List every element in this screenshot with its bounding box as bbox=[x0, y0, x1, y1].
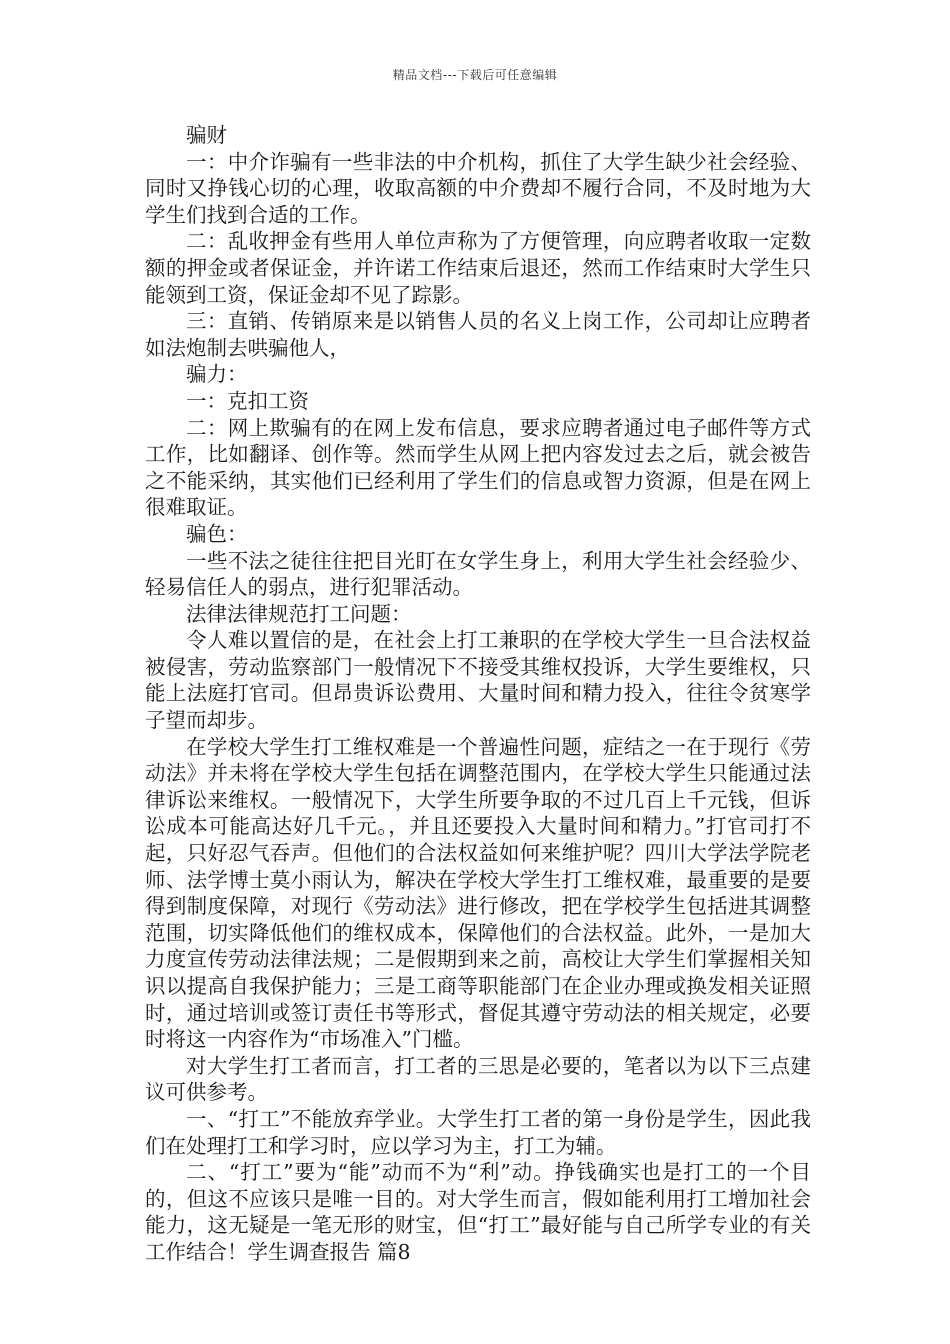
paragraph-heading-fraud-labor: 骗力： bbox=[186, 362, 248, 387]
paragraph-suggestion-ability: 二、“打工”要为“能”动而不为“利”动。挣钱确实也是打工的一个目的，但这不应该只是唯一目的。对大学生而言，假如能利用打工增加社会能力，这无疑是一笔无形的财宝，但“打工”最好能与自己所学专业的有关工作结合！学生调查报告 篇8 bbox=[145, 1160, 811, 1264]
paragraph-rights-infringed: 令人难以置信的是，在社会上打工兼职的在学校大学生一旦合法权益被侵害，劳动监察部门一般情况下不接受其维权投诉，大学生要维权，只能上法庭打官司。但昂贵诉讼费用、大量时间和精力投入，往往令贫寒学子望而却步。 bbox=[145, 628, 811, 733]
paragraph-agency-fraud: 一：中介诈骗有一些非法的中介机构，抓住了大学生缺少社会经验、同时又挣钱心切的心理，收取高额的中介费却不履行合同，不及时地为大学生们找到合适的工作。 bbox=[145, 149, 811, 227]
paragraph-heading-fraud-sex: 骗色： bbox=[186, 521, 248, 546]
paragraph-pyramid-selling: 三：直销、传销原来是以销售人员的名义上岗工作，公司却让应聘者如法炮制去哄骗他人， bbox=[145, 309, 811, 360]
paragraph-heading-legal: 法律法律规范打工问题： bbox=[186, 601, 412, 626]
paragraph-criminal-activity: 一些不法之徒往往把目光盯在女学生身上，利用大学生社会经验少、轻易信任人的弱点，进行犯罪活动。 bbox=[145, 548, 811, 600]
paragraph-deposit: 二：乱收押金有些用人单位声称为了方便管理，向应聘者收取一定数额的押金或者保证金，并许诺工作结束后退还，然而工作结束时大学生只能领到工资，保证金却不见了踪影。 bbox=[145, 229, 811, 307]
paragraph-rights-difficulty: 在学校大学生打工维权难是一个普遍性问题，症结之一在于现行《劳动法》并未将在学校大学生包括在调整范围内，在学校大学生只能通过法律诉讼来维权。一般情况下，大学生所要争取的不过几百上千元钱，但诉讼成本可能高达好几千元。，并且还要投入大量时间和精力。”打官司打不起，只好忍气吞声。但他们的合法权益如何来维护呢？四川大学法学院老师、法学博士莫小雨认为，解决在学校大学生打工维权难，最重要的是要得到制度保障，对现行《劳动法》进行修改，把在学校学生包括进其调整范围，切实降低他们的维权成本，保障他们的合法权益。此外，一是加大力度宣传劳动法律法规；二是假期到来之前，高校让大学生们掌握相关知识以提高自我保护能力；三是工商等职能部门在企业办理或换发相关证照时，通过培训或签订责任书等形式，督促其遵守劳动法的相关规定，必要时将这一内容作为“市场准入”门槛。 bbox=[145, 734, 811, 1052]
document-body bbox=[145, 122, 811, 1266]
paragraph-heading-fraud-money: 骗财 bbox=[186, 123, 227, 147]
page-header: 精品文档---下载后可任意编辑 bbox=[392, 68, 558, 82]
paragraph-online-fraud: 二：网上欺骗有的在网上发布信息，要求应聘者通过电子邮件等方式工作，比如翻译、创作等。然而学生从网上把内容发过去之后，就会被告之不能采纳，其实他们已经利用了学生们的信息或智力资源，但是在网上很难取证。 bbox=[145, 415, 811, 520]
paragraph-suggestions-intro: 对大学生打工者而言，打工者的三思是必要的，笔者以为以下三点建议可供参考。 bbox=[145, 1053, 811, 1105]
paragraph-wage-deduction: 一：克扣工资 bbox=[186, 388, 309, 413]
paragraph-suggestion-study: 一、“打工”不能放弃学业。大学生打工者的第一身份是学生，因此我们在处理打工和学习时，应以学习为主，打工为辅。 bbox=[145, 1106, 811, 1158]
